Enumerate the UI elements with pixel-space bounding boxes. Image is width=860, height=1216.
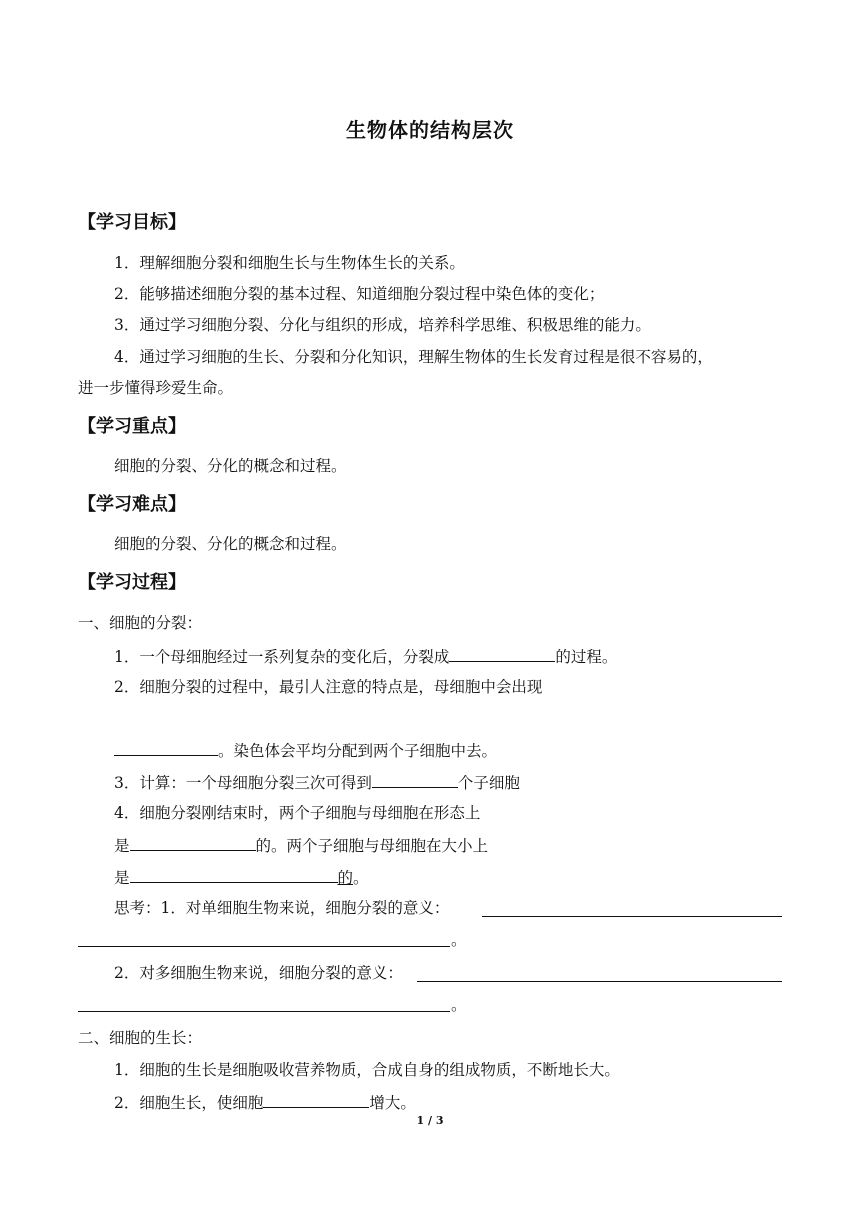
page-title: 生物体的结构层次 [346,118,514,142]
goals-heading: 【学习目标】 [78,212,186,233]
growth-item-2-text-a: 2．细胞生长，使细胞 [114,1094,264,1112]
difficult-points-text: 细胞的分裂、分化的概念和过程。 [114,535,347,553]
think-1: 思考：1．对单细胞生物来说，细胞分裂的意义： [114,899,450,917]
goal-item-4-cont: 进一步懂得珍爱生命。 [78,379,234,397]
goal-item-3: 3．通过学习细胞分裂、分化与组织的形成，培养科学思维、积极思维的能力。 [114,316,651,334]
think-2: 2．对多细胞生物来说，细胞分裂的意义： [114,964,403,982]
difficult-points-heading: 【学习难点】 [78,494,186,515]
question-3-text-b: 个子细胞 [457,774,520,792]
answer-line-think-2a[interactable] [417,981,782,982]
question-1-text-a: 1．一个母细胞经过一系列复杂的变化后，分裂成 [114,648,450,666]
answer-blank-6[interactable] [263,1090,369,1108]
answer-line-think-1b[interactable] [78,946,450,947]
growth-item-1: 1．细胞的生长是细胞吸收营养物质，合成自身的组成物质，不断地长大。 [114,1061,620,1079]
answer-blank-1[interactable] [449,644,555,662]
question-4-line2 [114,833,488,857]
question-4-text-d: 是 [114,869,130,887]
question-3-text-a: 3．计算：一个母细胞分裂三次可得到 [114,774,372,792]
page-number: 1 / 3 [416,1114,444,1127]
growth-item-2-text-b: 增大。 [369,1094,416,1112]
question-2-cont [114,738,497,762]
answer-blank-4[interactable] [130,833,256,851]
part1-title: 一、细胞的分裂： [78,614,203,632]
key-points-text: 细胞的分裂、分化的概念和过程。 [114,457,347,475]
part2-title: 二、细胞的生长： [78,1029,203,1047]
question-3 [114,770,520,794]
answer-line-think-1a[interactable] [482,916,782,917]
question-4-text-f: 。 [353,869,369,887]
question-2: 2．细胞分裂的过程中，最引人注意的特点是，母细胞中会出现 [114,678,543,696]
key-points-heading: 【学习重点】 [78,416,186,437]
answer-blank-3[interactable] [372,770,458,788]
think-1-period: 。 [451,931,467,949]
question-4-line3 [114,865,369,889]
question-4-text-e: 的 [337,869,354,887]
question-4-text-c: 的。两个子细胞与母细胞在大小上 [255,837,489,855]
goal-item-1: 1．理解细胞分裂和细胞生长与生物体生长的关系。 [114,254,465,272]
goal-item-4: 4．通过学习细胞的生长、分裂和分化知识，理解生物体的生长发育过程是很不容易的， [114,348,713,366]
growth-item-2 [114,1090,416,1114]
answer-line-think-2b[interactable] [78,1011,450,1012]
think-2-period: 。 [451,996,467,1014]
process-heading: 【学习过程】 [78,572,186,593]
question-1-text-b: 的过程。 [555,648,618,666]
question-1 [114,644,617,668]
question-4: 4．细胞分裂刚结束时，两个子细胞与母细胞在形态上 [114,804,481,822]
answer-blank-5[interactable] [130,865,338,883]
question-2-text-b: 。染色体会平均分配到两个子细胞中去。 [218,742,498,760]
question-4-text-b: 是 [114,837,130,855]
answer-blank-2[interactable] [114,738,218,756]
goal-item-2: 2．能够描述细胞分裂的基本过程、知道细胞分裂过程中染色体的变化； [114,285,605,303]
